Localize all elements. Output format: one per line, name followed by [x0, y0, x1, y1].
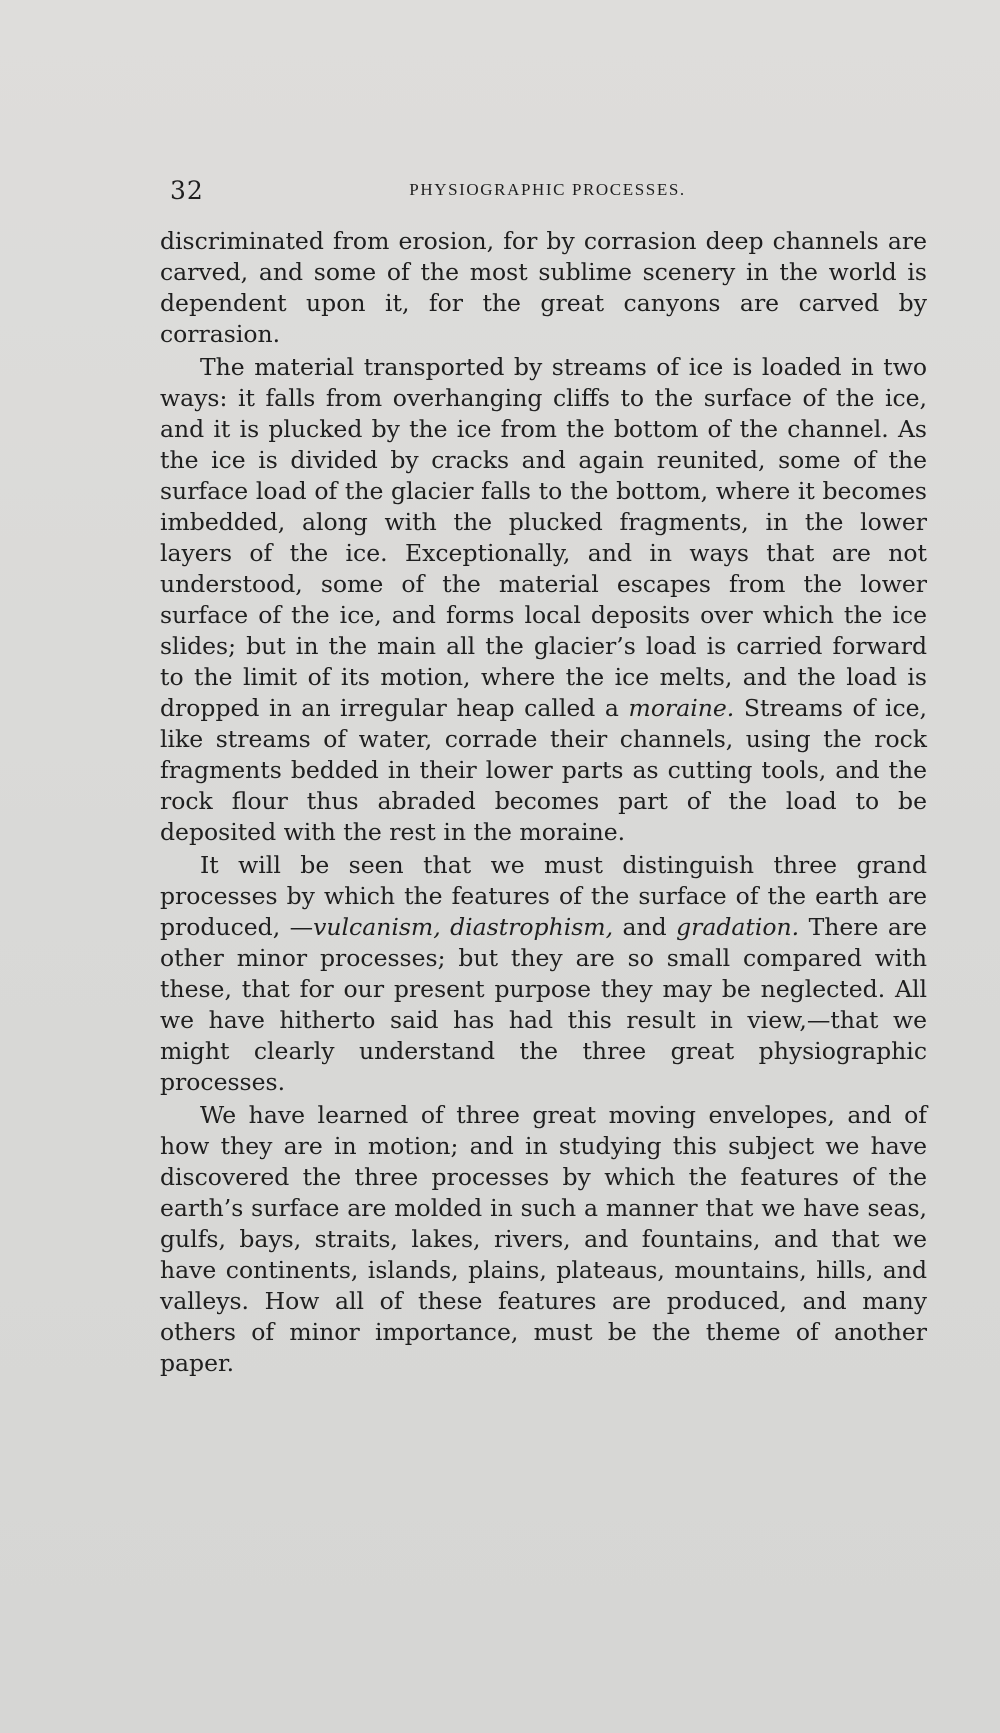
paragraph-2-text-a: The material transported by streams of ice is loaded in two ways: it falls from overhanging cliffs to the surface of the ice, and it is plucked by the ice from the bottom of the channel. As the ice is divided by cracks and again reunited, some of the surface load of the glacier falls to the bottom, where it becomes imbedded, along with the plucked fragments, in the lower layers of the ice. Exceptionally, and in ways that are not understood, some of the material escapes from the lower surface of the ice, and forms local deposits over which the ice slides; but in the main all the glacier’s load is carried forward to the limit of its motion, where the ice melts, and the load is dropped in an irregular heap called a [160, 353, 927, 722]
paragraph-3 [160, 850, 927, 1098]
body-text [160, 226, 927, 1379]
paragraph-3-text-b: There are other minor processes; but they are so small compared with these, that for our present purpose they may be neglected. All we have hitherto said has had this result in view,—that we might clearly understand the three great physiographic processes. [160, 913, 928, 1096]
paragraph-2-text-b: Streams of ice, like streams of water, corrade their channels, using the rock fragments bedded in their lower parts as cutting tools, and the rock flour thus abraded becomes part of the load to be deposited with the rest in the moraine. [160, 694, 927, 846]
page-number: 32 [170, 176, 204, 205]
paragraph-2 [160, 352, 927, 848]
term-vulcanism-diastrophism: vulcanism, diastrophism, [313, 913, 614, 941]
paragraph-4: We have learned of three great moving envelopes, and of how they are in motion; and in studying this subject we have discovered the three processes by which the features of the earth’s surface are molded in such a manner that we have seas, gulfs, bays, straits, lakes, rivers, and fountains, and that we have continents, islands, plains, plateaus, mountains, hills, and valleys. How all of these features are produced, and many others of minor importance, must be the theme of another paper. [160, 1101, 927, 1377]
paragraph-1: discriminated from erosion, for by corrasion deep channels are carved, and some of the most sublime scenery in the world is dependent upon it, for the great canyons are carved by corrasion. [160, 227, 927, 348]
term-moraine: moraine. [628, 694, 735, 722]
paragraph-3-text-a: It will be seen that we must distinguish three grand processes by which the features of the surface of the earth are produced, — [160, 851, 927, 941]
term-gradation: gradation. [676, 913, 800, 941]
page-header [170, 176, 925, 206]
paragraph-3-and: and [613, 913, 677, 941]
running-head: PHYSIOGRAPHIC PROCESSES. [409, 180, 686, 199]
